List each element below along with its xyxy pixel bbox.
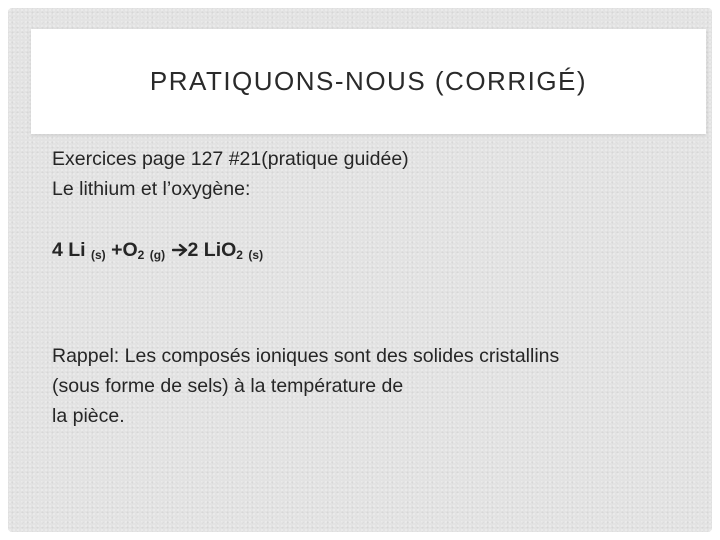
reminder-line-2: (sous forme de sels) à la température de xyxy=(52,375,404,397)
topic-line: Le lithium et l’oxygène: xyxy=(52,178,251,200)
reactant-oxygen: +O xyxy=(111,239,138,261)
title-box xyxy=(31,29,706,134)
slide-title: PRATIQUONS-NOUS (CORRIGÉ) xyxy=(149,66,588,96)
reminder-line-3: la pièce. xyxy=(52,405,125,427)
reminder-line-1: Rappel: Les composés ioniques sont des solides cristallins xyxy=(52,345,560,367)
state-oxygen: (g) xyxy=(149,248,166,262)
chemical-equation xyxy=(52,235,692,265)
product-lithium-oxide: 2 LiO xyxy=(187,239,237,261)
reminder-paragraph xyxy=(52,341,692,431)
subscript-oxygen: 2 xyxy=(137,248,145,262)
slide-body xyxy=(52,144,692,431)
exercise-reference: Exercices page 127 #21(pratique guidée) xyxy=(52,148,409,170)
arrow-right-icon xyxy=(172,243,188,257)
subscript-product: 2 xyxy=(236,248,243,262)
state-product: (s) xyxy=(248,248,264,262)
reactant-lithium: 4 Li xyxy=(52,239,86,261)
state-lithium: (s) xyxy=(91,248,106,262)
